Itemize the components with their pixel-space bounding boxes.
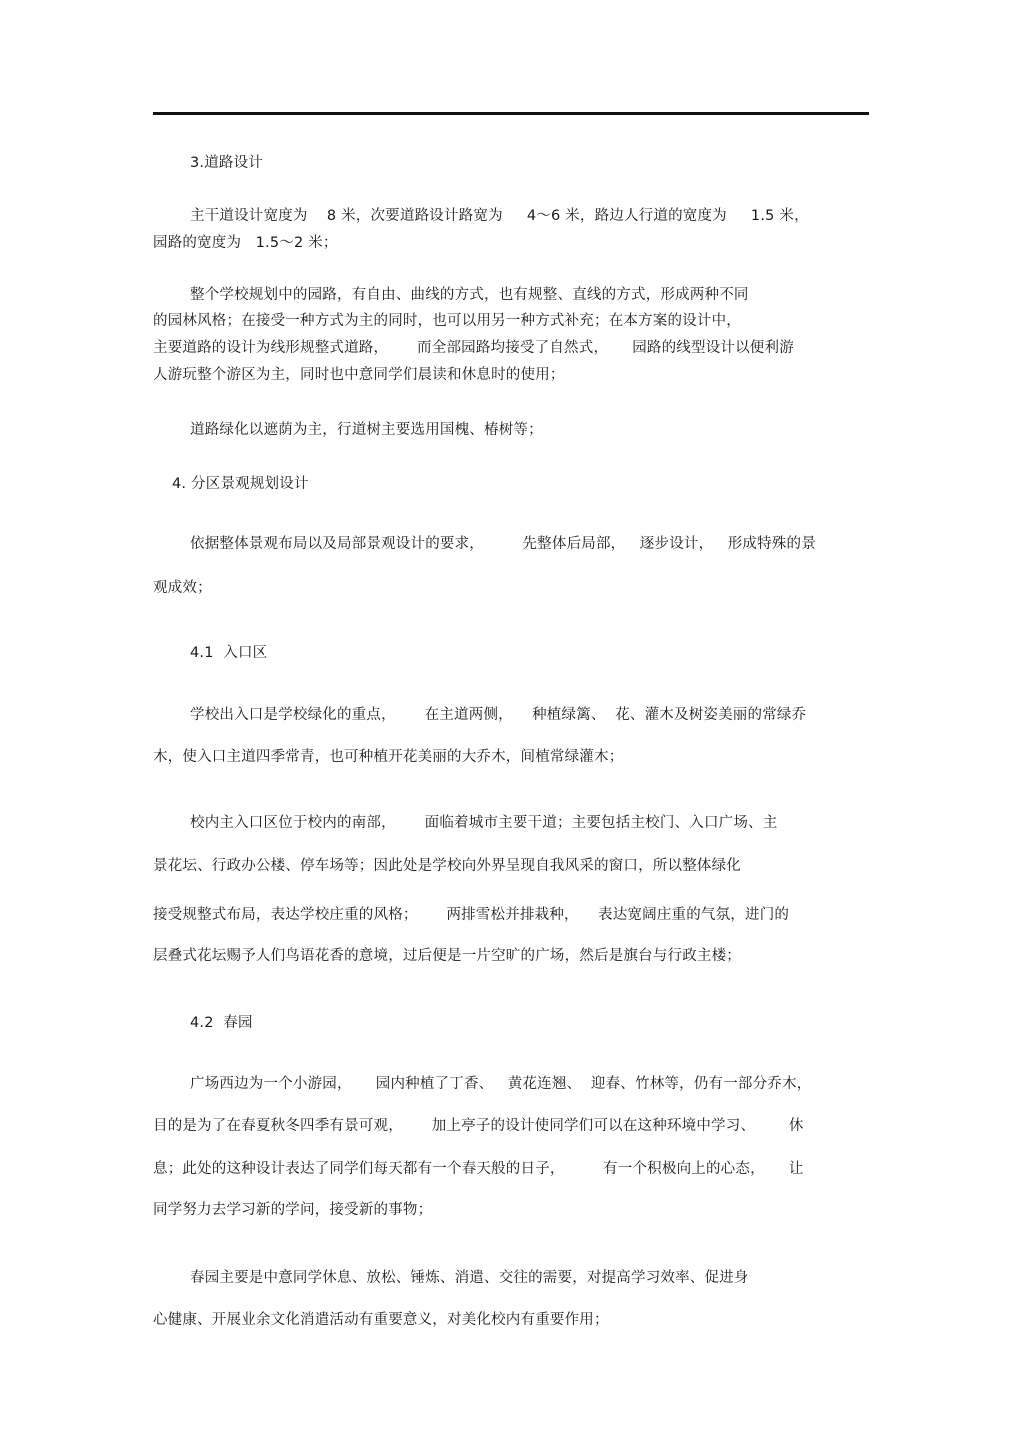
paragraph-line: 校内主入口区位于校内的南部， 面临着城市主要干道；主要包括主校门、入口广场、主 (190, 815, 778, 831)
heading-zone-design: 4. 分区景观规划设计 (172, 476, 309, 492)
paragraph-line: 接受规整式布局，表达学校庄重的风格； 两排雪松并排栽种， 表达宽阔庄重的气氛，进门的 (153, 907, 790, 923)
paragraph-line: 心健康、开展业余文化消遣活动有重要意义，对美化校内有重要作用； (153, 1312, 609, 1328)
paragraph-line: 层叠式花坛赐予人们鸟语花香的意境，过后便是一片空旷的广场，然后是旗台与行政主楼； (153, 948, 741, 964)
heading-spring-garden: 4.2 春园 (190, 1015, 253, 1031)
paragraph-line: 的园林风格；在接受一种方式为主的同时，也可以用另一种方式补充；在本方案的设计中， (153, 313, 741, 329)
heading-road-design: 3.道路设计 (190, 155, 264, 171)
heading-entrance-zone: 4.1 入口区 (190, 645, 268, 661)
paragraph-line: 目的是为了在春夏秋冬四季有景可观， 加上亭子的设计使同学们可以在这种环境中学习、 休 (153, 1118, 804, 1134)
paragraph-line: 木，使入口主道四季常青，也可种植开花美丽的大乔木，间植常绿灌木； (153, 749, 624, 765)
paragraph-line: 春园主要是中意同学休息、放松、锤炼、消遣、交往的需要，对提高学习效率、促进身 (190, 1270, 749, 1286)
paragraph-line: 主要道路的设计为线形规整式道路， 而全部园路均接受了自然式， 园路的线型设计以便利游 (153, 340, 794, 356)
paragraph-line: 园路的宽度为 1.5～2 米； (153, 235, 338, 251)
paragraph-line: 息；此处的这种设计表达了同学们每天都有一个春天般的日子， 有一个积极向上的心态， 让 (153, 1161, 804, 1177)
paragraph-line: 广场西边为一个小游园， 园内种植了丁香、 黄花连翘、 迎春、竹林等，仍有一部分乔木， (190, 1076, 812, 1092)
header-rule (153, 112, 869, 115)
paragraph-line: 人游玩整个游区为主，同时也中意同学们晨读和休息时的使用； (153, 367, 565, 383)
paragraph-line: 同学努力去学习新的学问，接受新的事物； (153, 1202, 433, 1218)
paragraph-line: 道路绿化以遮荫为主，行道树主要选用国槐、椿树等； (190, 422, 543, 438)
paragraph-line: 景花坛、行政办公楼、停车场等；因此处是学校向外界呈现自我风采的窗口，所以整体绿化 (153, 858, 741, 874)
paragraph-line: 观成效； (153, 580, 212, 596)
paragraph-line: 依据整体景观布局以及局部景观设计的要求， 先整体后局部， 逐步设计， 形成特殊的景 (190, 536, 816, 552)
paragraph-line: 整个学校规划中的园路，有自由、曲线的方式，也有规整、直线的方式，形成两种不同 (190, 287, 749, 303)
paragraph-line: 主干道设计宽度为 8 米，次要道路设计路宽为 4～6 米，路边人行道的宽度为 1.5 米， (190, 208, 809, 224)
paragraph-line: 学校出入口是学校绿化的重点， 在主道两侧， 种植绿篱、 花、灌木及树姿美丽的常绿乔 (190, 707, 807, 723)
